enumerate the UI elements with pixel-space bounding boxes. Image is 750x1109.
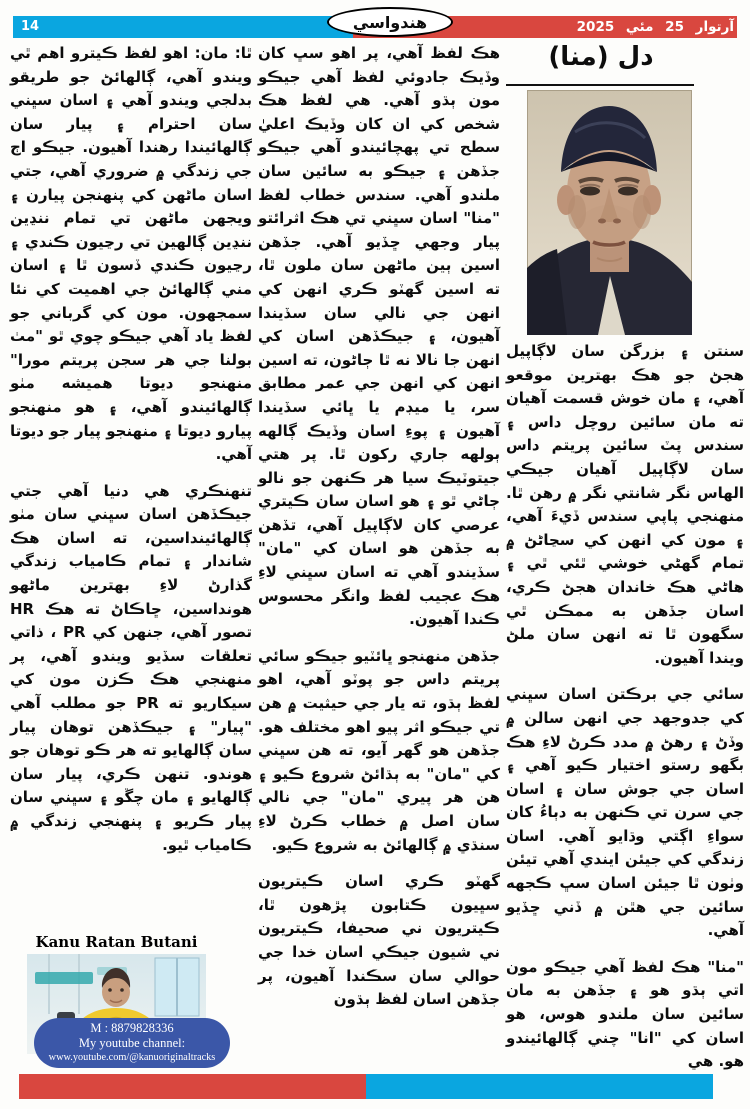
masthead-blue-segment xyxy=(13,16,353,38)
paragraph: تنهنڪري هي دنيا آهي جتي جيڪڏهن اسان سڀني سان مٺو ڳالهائينداسين، ته اسان هڪ شاندار ۽ تمام ڪامياب زندگي گذارڻ لاءِ بهترين ماڻهو هونداسين، ڇاڪاڻ ته هڪ HR تصور آهي، جنهن کي PR ، ذاتي تعلقات سڏيو ويندو آهي، پر منهنجي هڪ ڪزن مون کي سيکاريو ته PR جو مطلب آهي "پيار" ۽ جيڪڏهن توهان پيار سان ڳالهايو ته هر ڪو توهان جو هوندو. تنهن ڪري، پيار سان ڳالهايو ۽ مان چڱو ۽ سڀني سان پيار ڪريو ۽ پنهنجي زندگي ۾ ڪامياب ٿيو. xyxy=(10,481,253,854)
paragraph: "منا" هڪ لفظ آهي جيڪو مون اتي ٻڌو هو ۽ جڏهن به مان سائين سان ملندو هوس، هو اسان کي "انا" چني ڳالهائيندو هو. هي xyxy=(506,957,744,1071)
paragraph: سنتن ۽ بزرگن سان لاڳاپيل هجڻ جو هڪ بهترين موقعو آهي، ۽ مان خوش قسمت آهيان ته مان سائين روچل داس ۽ سندس پٽ سائين پريتم داس سان لاڳاپيل آهيان جيڪي الهاس نگر شانتي نگر ۾ رهن ٿا. منهنجي پاپي سندس ڏيءَ آهي، ۽ مون کي انهن کي سڃاڻڻ ۾ تمام گهڻي خوشي ٿئي ٿي ۽ هاڻي هڪ خاندان هجڻ ڪري، اسان جڏهن به ممڪن ٿي سگهون ٿا ته انهن سان ملڻ ويندا آهيون. xyxy=(506,342,744,667)
author-phone: M : 8879828336 xyxy=(90,1021,174,1035)
paragraph: گهٽو ڪري اسان ڪيتريون سڀيون ڪتابون پڙهون ٿا، ڪيتريون ني صحيفا، ڪيتريون ني شيون جيڪي اسان خدا جي حوالي سان سڪندا آهيون، پر جڏهن اسان لفظ ٻڌون xyxy=(258,872,500,1009)
column-right xyxy=(506,340,744,1087)
paragraph: ٿا: مان: اهو لفظ ڪيترو اهم ٿي ويندو آهي، ڳالهائڻ جو طريقو بدلجي ويندو آهي ۽ اسان سڀني سان احترام ۽ پيار سان ڳالهائيندا رهندا آهيون. جيڪو اڄ جي زندگي ۾ ضروري آهي، جتي اسان ماڻهن کي پنهنجن پيارن ۽ ويجهن ماڻهن تي تمام ننڍين ننڍين ڳالهين تي رڃيون ڪندي ۽ رڃيون ڪندي ڏسون ٿا ۽ اسان مني ڳالهائڻ جي اهميت کي نئا سمجهون. مون کي گرباني جو لفظ ياد آهي جيڪو چوي ٿو "مٺ بولنا جي هر سجن پريتم مورا" منهنجو ديوتا هميشه مٺو ڳالهائيندو آهي، ۽ هو منهنجو پيارو ديوتا ۽ منهنجو پيار جو ديوتا آهي. xyxy=(10,44,252,464)
footer-red-segment xyxy=(19,1074,366,1099)
title-rule xyxy=(506,84,694,86)
footer-blue-segment xyxy=(366,1074,713,1099)
portrait-photo xyxy=(527,90,692,335)
youtube-channel-url: www.youtube.com/@kanuoriginaltracks xyxy=(48,1052,216,1063)
page-number: 14 xyxy=(21,19,40,34)
column-left xyxy=(10,42,252,870)
elderly-man-portrait xyxy=(527,90,692,335)
column-middle xyxy=(258,42,500,1025)
paragraph: سائي جي برڪتن اسان سڀني کي جدوجهد جي انهن سالن ۾ وڏڻ ۽ رهڻ ۾ مدد ڪرڻ لاءِ هڪ بگهو رستو اختيار ڪيو آهي ۽ اسان جي جوش سان ۽ اسان جي سرن تي ڪنهن به دٻاءُ کان سواءِ اڳتي وڌايو آهي. اسان زندگي کي جيئن ايندي آهي تيئن وٺون ٿا جيئن اسان سڀ ڪجهه سائين جي هٿن ۾ ڏني ڇڏيو آهي. xyxy=(506,685,744,940)
footer-bar xyxy=(19,1074,713,1099)
article-title: دل (منا) xyxy=(548,42,654,72)
youtube-channel-label: My youtube channel: xyxy=(78,1036,186,1050)
edition-date: آرتوار 25 مئي 2025 xyxy=(576,19,734,35)
author-contact-pill xyxy=(34,1018,230,1068)
newspaper-logo: هندواسي xyxy=(327,7,453,37)
author-name: Kanu Ratan Butani xyxy=(35,933,198,951)
paragraph: هڪ لفظ آهي، پر اهو سڀ کان وڏيڪ جادوئي لفظ آهي جيڪو مون ٻڌو آهي. هي لفظ هڪ شخص کي ان کان وڏيڪ اعليٰ سطح تي پهچائيندو آهي جيڪو جڏهن ۽ جيڪو به سائين سان ملندو آهي. سندس خطاب لفظ "منا" اسان سڀني تي هڪ اثرائتو پيار وجهي ڇڏيو آهي. جڏهن اسين ٻين ماڻهن سان ملون ٿا، ته اسين گهٽو ڪري انهن کي انهن جي نالي سان سڏيندا آهيون، ۽ جيڪڏهن اسان کي انهن جا نالا نه ٿا ڄاڻون، ته اسين انهن کي انهن جي عمر مطابق سر، يا ميڊم يا ڀائي سڏيندا آهيون ۽ پوءِ اسان وڏيڪ ڳالهه ٻولهه جاري رکون ٿا. پر هتي جيتوٽيڪ سيا هر ڪنهن جو نالو ڄاڻي ٿو ۽ هو اسان سان ڪيتري عرصي کان لاڳاپيل آهي، تڏهن به جڏهن هو اسان کي "مان" سڏيندو آهي ته اسان سڀني لاءِ هڪ عجيب لفظ وانگر محسوس ڪندا آهيون. xyxy=(258,44,500,629)
paragraph: جڏهن منهنجو ڀائٽيو جيڪو سائي پريتم داس جو پوٽو آهي، اهو لفظ ٻڌو، ته يار جي حيثيت ۾ هن تي جيڪو اثر پيو اهو مختلف هو. جڏهن هو گهر آيو، ته هن سڀني کي "مان" به ٻڌائڻ شروع ڪيو ۽ هن هر پيري "مان" جي نالي سان اصل ۾ خطاب ڪرڻ لاءِ سنڌي ۾ ڳالهائڻ به شروع ڪيو. xyxy=(258,646,500,854)
